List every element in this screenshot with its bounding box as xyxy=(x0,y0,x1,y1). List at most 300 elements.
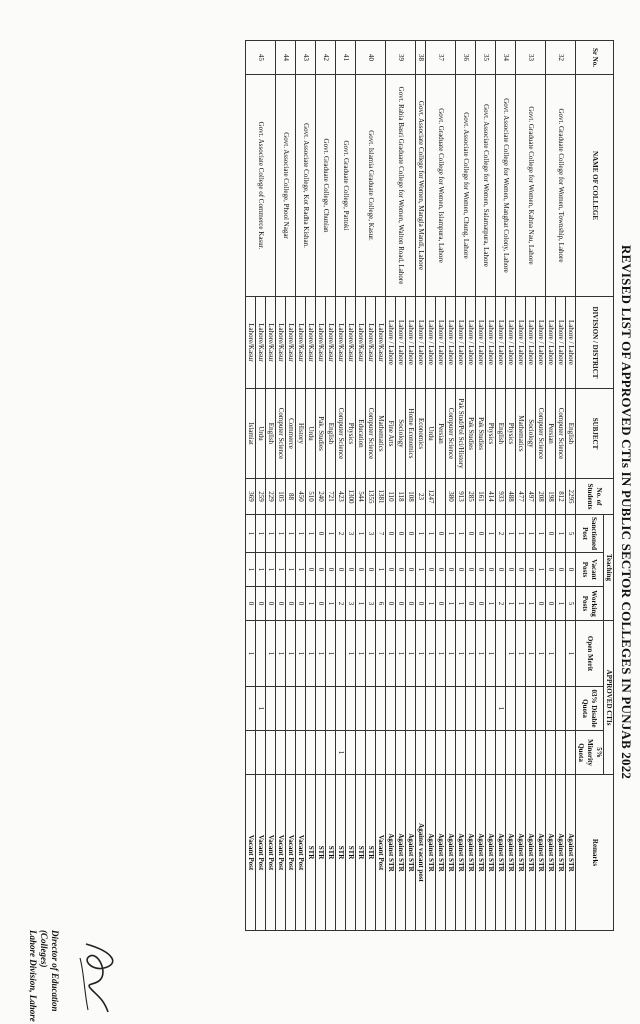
cell-working: 1 xyxy=(516,587,526,621)
cell-division: Lahore/Kasur xyxy=(306,297,316,389)
cell-open-merit xyxy=(556,621,566,687)
cell-subject: History xyxy=(296,389,306,479)
cell-division: Lahore / Lahore xyxy=(506,297,516,389)
cell-open-merit: 1 xyxy=(316,621,326,687)
cell-division: Lahore / Lahore xyxy=(486,297,496,389)
cell-students: 1300 xyxy=(346,479,356,515)
cell-subject: Fine Arts xyxy=(386,389,396,479)
cell-disable-quota xyxy=(316,687,326,731)
cell-open-merit: 1 xyxy=(476,621,486,687)
cell-subject: Urdu xyxy=(306,389,316,479)
cell-subject: Home Economics xyxy=(406,389,416,479)
header-students: No. of Students xyxy=(576,479,614,515)
cell-vacant: 1 xyxy=(266,553,276,587)
cell-subject: Pak Studies xyxy=(476,389,486,479)
table-row xyxy=(376,41,386,931)
cell-sanctioned: 1 xyxy=(276,515,286,553)
cell-minority-quota xyxy=(506,731,516,775)
cell-remarks: Against STR xyxy=(566,775,576,931)
cell-minority-quota xyxy=(306,731,316,775)
cell-sanctioned: 0 xyxy=(476,515,486,553)
cell-subject: Sociology xyxy=(526,389,536,479)
cell-college-name: Govt. Islamia Graduate College, Kasur. xyxy=(356,75,386,297)
cell-college-name: Govt. Associate College for Women, Mangla Mandi, Lahore xyxy=(416,75,426,297)
cell-disable-quota xyxy=(276,687,286,731)
header-vacant: Vacant Posts xyxy=(576,553,604,587)
cell-working: 1 xyxy=(326,587,336,621)
cell-vacant: 0 xyxy=(326,553,336,587)
cell-remarks: Against STR xyxy=(446,775,456,931)
cell-students: 369 xyxy=(246,479,256,515)
cell-vacant: 0 xyxy=(506,553,516,587)
cell-sanctioned: 0 xyxy=(396,515,406,553)
cell-working: 3 xyxy=(366,587,376,621)
cell-disable-quota xyxy=(446,687,456,731)
cell-sanctioned: 1 xyxy=(296,515,306,553)
cell-subject: Economics xyxy=(416,389,426,479)
cell-minority-quota xyxy=(516,731,526,775)
cell-vacant: 0 xyxy=(496,553,506,587)
cell-sanctioned: 0 xyxy=(436,515,446,553)
cell-minority-quota xyxy=(266,731,276,775)
cell-open-merit: 1 xyxy=(376,621,386,687)
cell-college-name: Govt. Graduate College, Pattoki xyxy=(336,75,356,297)
cell-remarks: Against STR xyxy=(476,775,486,931)
cell-sanctioned: 2 xyxy=(336,515,346,553)
cell-college-name: Govt. Graduate College, Chunian xyxy=(316,75,336,297)
cell-division: Lahore/Kasur xyxy=(316,297,326,389)
cell-open-merit: 1 xyxy=(296,621,306,687)
cell-open-merit: 1 xyxy=(356,621,366,687)
cell-disable-quota xyxy=(536,687,546,731)
cell-college-name: Govt. Graduate College for Women, Kahna Nau, Lahore xyxy=(516,75,546,297)
cell-vacant: 0 xyxy=(386,553,396,587)
cell-students: 161 xyxy=(476,479,486,515)
cell-sr-no: 34 xyxy=(496,41,516,75)
cell-vacant: 0 xyxy=(566,553,576,587)
cell-vacant: 0 xyxy=(456,553,466,587)
cell-sanctioned: 1 xyxy=(246,515,256,553)
cell-division: Lahore/Kasur xyxy=(256,297,266,389)
cell-working: 0 xyxy=(296,587,306,621)
cell-division: Lahore / Lahore xyxy=(386,297,396,389)
cell-disable-quota xyxy=(336,687,346,731)
table-row xyxy=(286,41,296,931)
cell-open-merit: 1 xyxy=(536,621,546,687)
cell-disable-quota xyxy=(346,687,356,731)
table-row xyxy=(566,41,576,931)
cell-subject: Computer Science xyxy=(276,389,286,479)
cell-vacant: 1 xyxy=(276,553,286,587)
cell-vacant: 0 xyxy=(556,553,566,587)
cell-disable-quota xyxy=(556,687,566,731)
cell-students: 229 xyxy=(266,479,276,515)
cell-working: 1 xyxy=(486,587,496,621)
cell-remarks: Against STR xyxy=(396,775,406,931)
cell-sr-no: 36 xyxy=(456,41,476,75)
cell-minority-quota xyxy=(386,731,396,775)
cell-minority-quota xyxy=(316,731,326,775)
cell-disable-quota xyxy=(466,687,476,731)
cell-minority-quota xyxy=(476,731,486,775)
cell-remarks: STR xyxy=(346,775,356,931)
cell-subject: Mathematics xyxy=(516,389,526,479)
cell-disable-quota xyxy=(326,687,336,731)
table-row xyxy=(536,41,546,931)
cell-minority-quota xyxy=(256,731,266,775)
cell-sanctioned: 0 xyxy=(406,515,416,553)
cell-students: 88 xyxy=(286,479,296,515)
cell-open-merit: 1 xyxy=(466,621,476,687)
cell-remarks: Against STR xyxy=(456,775,466,931)
cell-sr-no: 37 xyxy=(426,41,456,75)
cell-disable-quota xyxy=(506,687,516,731)
cell-open-merit: 1 xyxy=(506,621,516,687)
cell-open-merit xyxy=(336,621,346,687)
cell-disable-quota xyxy=(416,687,426,731)
cell-division: Lahore / Lahore xyxy=(416,297,426,389)
cell-minority-quota xyxy=(406,731,416,775)
cell-remarks: STR xyxy=(306,775,316,931)
cell-minority-quota xyxy=(486,731,496,775)
cell-open-merit: 1 xyxy=(406,621,416,687)
cell-remarks: Vacant Post xyxy=(276,775,286,931)
cell-minority-quota: 1 xyxy=(336,731,346,775)
cell-remarks: Vacant Post xyxy=(286,775,296,931)
header-working: Working Posts xyxy=(576,587,604,621)
cell-subject: Computer Science xyxy=(556,389,566,479)
cell-open-merit: 1 xyxy=(276,621,286,687)
cell-remarks: Vacant Post xyxy=(296,775,306,931)
cell-remarks: Vacant Post xyxy=(376,775,386,931)
cti-table xyxy=(245,40,614,931)
cell-college-name: Govt. Associate College for Women, Salamatpura, Lahore xyxy=(476,75,496,297)
signature-block xyxy=(27,930,60,1022)
cell-remarks: Against STR xyxy=(426,775,436,931)
cell-open-merit: 1 xyxy=(436,621,446,687)
cell-minority-quota xyxy=(296,731,306,775)
cell-sanctioned: 5 xyxy=(566,515,576,553)
cell-minority-quota xyxy=(466,731,476,775)
cell-college-name: Govt. Associate College of Commerce Kasur. xyxy=(246,75,276,297)
cell-minority-quota xyxy=(326,731,336,775)
cell-vacant: 1 xyxy=(376,553,386,587)
cell-open-merit: 1 xyxy=(266,621,276,687)
cell-remarks: Against STR xyxy=(526,775,536,931)
cell-vacant: 0 xyxy=(466,553,476,587)
cell-college-name: Govt. Graduate College for Women, Islampura, Lahore xyxy=(426,75,456,297)
cell-open-merit: 1 xyxy=(326,621,336,687)
cell-working: 6 xyxy=(376,587,386,621)
cell-subject: Urdu xyxy=(426,389,436,479)
cell-college-name: Govt. Associate College for Women, Chung, Lahore xyxy=(456,75,476,297)
cell-subject: Persian xyxy=(436,389,446,479)
cell-sanctioned: 0 xyxy=(316,515,326,553)
cell-subject: English xyxy=(566,389,576,479)
cell-remarks: Against STR xyxy=(386,775,396,931)
cell-working: 0 xyxy=(546,587,556,621)
cell-disable-quota xyxy=(286,687,296,731)
cell-students: 450 xyxy=(296,479,306,515)
cell-working: 5 xyxy=(566,587,576,621)
cell-remarks: STR xyxy=(326,775,336,931)
cell-vacant: 1 xyxy=(296,553,306,587)
cell-remarks: Vacant Post xyxy=(256,775,266,931)
cell-disable-quota xyxy=(426,687,436,731)
cell-students: 259 xyxy=(256,479,266,515)
cell-remarks: Against STR xyxy=(486,775,496,931)
cell-division: Lahore/Kasur xyxy=(326,297,336,389)
cell-disable-quota xyxy=(266,687,276,731)
cell-sr-no: 32 xyxy=(546,41,576,75)
cell-subject: Computer Science xyxy=(366,389,376,479)
cell-sr-no: 42 xyxy=(316,41,336,75)
cell-sanctioned: 1 xyxy=(486,515,496,553)
cell-students: 913 xyxy=(456,479,466,515)
cell-students: 544 xyxy=(356,479,366,515)
cell-students: 510 xyxy=(306,479,316,515)
cell-college-name: Govt. Rabia Basri Graduate College for Women, Walton Road, Lahore xyxy=(386,75,416,297)
cell-working: 0 xyxy=(286,587,296,621)
cell-division: Lahore / Lahore xyxy=(446,297,456,389)
cell-remarks: Against STR xyxy=(516,775,526,931)
header-teaching: Teaching xyxy=(604,515,614,621)
cell-open-merit: 1 xyxy=(416,621,426,687)
cell-college-name: Govt. Graduate College for Women, Township, Lahore xyxy=(546,75,576,297)
cell-sr-no: 40 xyxy=(356,41,386,75)
cell-students: 497 xyxy=(526,479,536,515)
cell-minority-quota xyxy=(356,731,366,775)
cell-division: Lahore / Lahore xyxy=(396,297,406,389)
cell-disable-quota xyxy=(566,687,576,731)
cell-working: 1 xyxy=(356,587,366,621)
cell-subject: Pak Stud/Pol Sci/History xyxy=(456,389,466,479)
cell-subject: Physics xyxy=(506,389,516,479)
cell-vacant: 1 xyxy=(536,553,546,587)
cell-vacant: 0 xyxy=(476,553,486,587)
cell-students: 285 xyxy=(466,479,476,515)
signature-image xyxy=(64,938,134,1018)
cell-minority-quota xyxy=(546,731,556,775)
cell-remarks: STR xyxy=(316,775,326,931)
cell-open-merit: 1 xyxy=(566,621,576,687)
cell-division: Lahore/Kasur xyxy=(336,297,346,389)
cell-vacant: 0 xyxy=(406,553,416,587)
cell-open-merit: 1 xyxy=(346,621,356,687)
cell-subject: Physics xyxy=(346,389,356,479)
cell-working: 0 xyxy=(396,587,406,621)
cell-students: 933 xyxy=(496,479,506,515)
cell-working: 1 xyxy=(306,587,316,621)
cell-students: 488 xyxy=(506,479,516,515)
cell-subject: Pak Studies xyxy=(466,389,476,479)
cell-division: Lahore / Lahore xyxy=(426,297,436,389)
cell-disable-quota xyxy=(306,687,316,731)
cell-division: Lahore/Kasur xyxy=(366,297,376,389)
cell-students: 1355 xyxy=(366,479,376,515)
cell-working: 0 xyxy=(406,587,416,621)
cell-subject: Mathematics xyxy=(376,389,386,479)
table-row xyxy=(326,41,336,931)
cell-sr-no: 41 xyxy=(336,41,356,75)
cell-sanctioned: 0 xyxy=(546,515,556,553)
cell-division: Lahore/Kasur xyxy=(276,297,286,389)
cell-disable-quota xyxy=(516,687,526,731)
cell-minority-quota xyxy=(416,731,426,775)
cell-division: Lahore / Lahore xyxy=(456,297,466,389)
header-subject: SUBJECT xyxy=(576,389,614,479)
cell-vacant: 0 xyxy=(306,553,316,587)
cell-disable-quota xyxy=(406,687,416,731)
cell-disable-quota xyxy=(296,687,306,731)
cell-minority-quota xyxy=(496,731,506,775)
cell-disable-quota xyxy=(376,687,386,731)
cell-remarks: Against STR xyxy=(436,775,446,931)
cell-division: Lahore / Lahore xyxy=(476,297,486,389)
cell-division: Lahore / Lahore xyxy=(496,297,506,389)
cell-working: 2 xyxy=(496,587,506,621)
cell-working: 2 xyxy=(336,587,346,621)
cell-sanctioned: 1 xyxy=(256,515,266,553)
cell-remarks: Against STR xyxy=(496,775,506,931)
header-division: DIVISION / DISTRICT xyxy=(576,297,614,389)
cell-division: Lahore / Lahore xyxy=(516,297,526,389)
table-row xyxy=(346,41,356,931)
cell-open-merit: 1 xyxy=(286,621,296,687)
cell-students: 812 xyxy=(556,479,566,515)
cell-division: Lahore/Kasur xyxy=(266,297,276,389)
cell-subject: English xyxy=(266,389,276,479)
cell-working: 0 xyxy=(536,587,546,621)
cell-division: Lahore / Lahore xyxy=(436,297,446,389)
cell-remarks: STR xyxy=(366,775,376,931)
table-row xyxy=(406,41,416,931)
cell-working: 0 xyxy=(246,587,256,621)
cell-working: 0 xyxy=(256,587,266,621)
cell-minority-quota xyxy=(366,731,376,775)
cell-disable-quota xyxy=(456,687,466,731)
cell-students xyxy=(436,479,446,515)
cell-sanctioned: 7 xyxy=(376,515,386,553)
cell-students: 380 xyxy=(446,479,456,515)
cell-sanctioned: 1 xyxy=(516,515,526,553)
cell-open-merit: 1 xyxy=(456,621,466,687)
cell-disable-quota xyxy=(526,687,536,731)
cell-subject: English xyxy=(496,389,506,479)
cell-remarks: Against STR xyxy=(556,775,566,931)
cell-working: 0 xyxy=(266,587,276,621)
cell-remarks: Against STR xyxy=(546,775,556,931)
cell-disable-quota xyxy=(476,687,486,731)
cell-sanctioned: 1 xyxy=(286,515,296,553)
cell-minority-quota xyxy=(286,731,296,775)
cell-vacant: 1 xyxy=(416,553,426,587)
cell-subject: Pak. Studies xyxy=(316,389,326,479)
cell-division: Lahore / Lahore xyxy=(566,297,576,389)
cell-working: 1 xyxy=(506,587,516,621)
cell-sanctioned: 0 xyxy=(386,515,396,553)
table-row xyxy=(266,41,276,931)
table-row xyxy=(486,41,496,931)
cell-college-name: Govt. Associate College, Phool Nagar xyxy=(276,75,296,297)
cell-sanctioned: 1 xyxy=(446,515,456,553)
cell-subject: Commerce xyxy=(286,389,296,479)
table-row xyxy=(506,41,516,931)
cell-minority-quota xyxy=(436,731,446,775)
cell-open-merit: 1 xyxy=(546,621,556,687)
cell-open-merit xyxy=(256,621,266,687)
header-sr: Sr No. xyxy=(576,41,614,75)
cell-division: Lahore / Lahore xyxy=(406,297,416,389)
cell-students: 105 xyxy=(276,479,286,515)
cell-minority-quota xyxy=(456,731,466,775)
cell-disable-quota: 1 xyxy=(256,687,266,731)
header-open-merit: Open Merit xyxy=(576,621,604,687)
cell-subject: Persian xyxy=(546,389,556,479)
cell-working: 0 xyxy=(276,587,286,621)
cell-sanctioned: 2 xyxy=(496,515,506,553)
cell-remarks: Vacant Post xyxy=(266,775,276,931)
cell-remarks: Against STR xyxy=(506,775,516,931)
table-row xyxy=(416,41,426,931)
cell-sr-no: 35 xyxy=(476,41,496,75)
cell-minority-quota xyxy=(376,731,386,775)
cell-disable-quota xyxy=(366,687,376,731)
cell-division: Lahore/Kasur xyxy=(296,297,306,389)
cell-students: 118 xyxy=(396,479,406,515)
cell-division: Lahore / Lahore xyxy=(536,297,546,389)
cell-students: 1381 xyxy=(376,479,386,515)
cell-vacant: 1 xyxy=(286,553,296,587)
cell-subject: Sociology xyxy=(396,389,406,479)
cell-remarks: Against STR xyxy=(406,775,416,931)
cell-working: 3 xyxy=(346,587,356,621)
document-title: REVISED LIST OF APPROVED CTIs IN PUBLIC SECTOR COLLEGES IN PUNJAB 2022 xyxy=(619,244,634,780)
cell-division: Lahore/Kasur xyxy=(286,297,296,389)
cell-open-merit: 1 xyxy=(486,621,496,687)
cell-remarks: Against STR xyxy=(466,775,476,931)
header-minority-quota: 5% Minority Quota xyxy=(576,731,604,775)
cell-remarks: STR xyxy=(336,775,346,931)
cell-minority-quota xyxy=(556,731,566,775)
cell-students: 240 xyxy=(316,479,326,515)
cell-vacant: 1 xyxy=(256,553,266,587)
cell-subject: Computer Science xyxy=(336,389,346,479)
cell-sr-no: 33 xyxy=(516,41,546,75)
cell-vacant: 0 xyxy=(366,553,376,587)
cell-vacant: 0 xyxy=(526,553,536,587)
cell-minority-quota xyxy=(536,731,546,775)
cell-sr-no: 45 xyxy=(246,41,276,75)
cell-sanctioned: 1 xyxy=(506,515,516,553)
cell-sanctioned: 1 xyxy=(556,515,566,553)
cell-sanctioned: 3 xyxy=(346,515,356,553)
cell-sanctioned: 1 xyxy=(426,515,436,553)
cell-subject: Education xyxy=(356,389,366,479)
cell-open-merit xyxy=(496,621,506,687)
cell-remarks: Vacant Post xyxy=(246,775,256,931)
cell-students: 414 xyxy=(486,479,496,515)
cell-disable-quota xyxy=(246,687,256,731)
cell-vacant: 0 xyxy=(356,553,366,587)
cell-sr-no: 43 xyxy=(296,41,316,75)
cell-sanctioned: 1 xyxy=(266,515,276,553)
cell-disable-quota xyxy=(486,687,496,731)
cell-students: 2295 xyxy=(566,479,576,515)
cell-students: 1247 xyxy=(426,479,436,515)
cell-disable-quota: 1 xyxy=(496,687,506,731)
cell-vacant: 0 xyxy=(436,553,446,587)
